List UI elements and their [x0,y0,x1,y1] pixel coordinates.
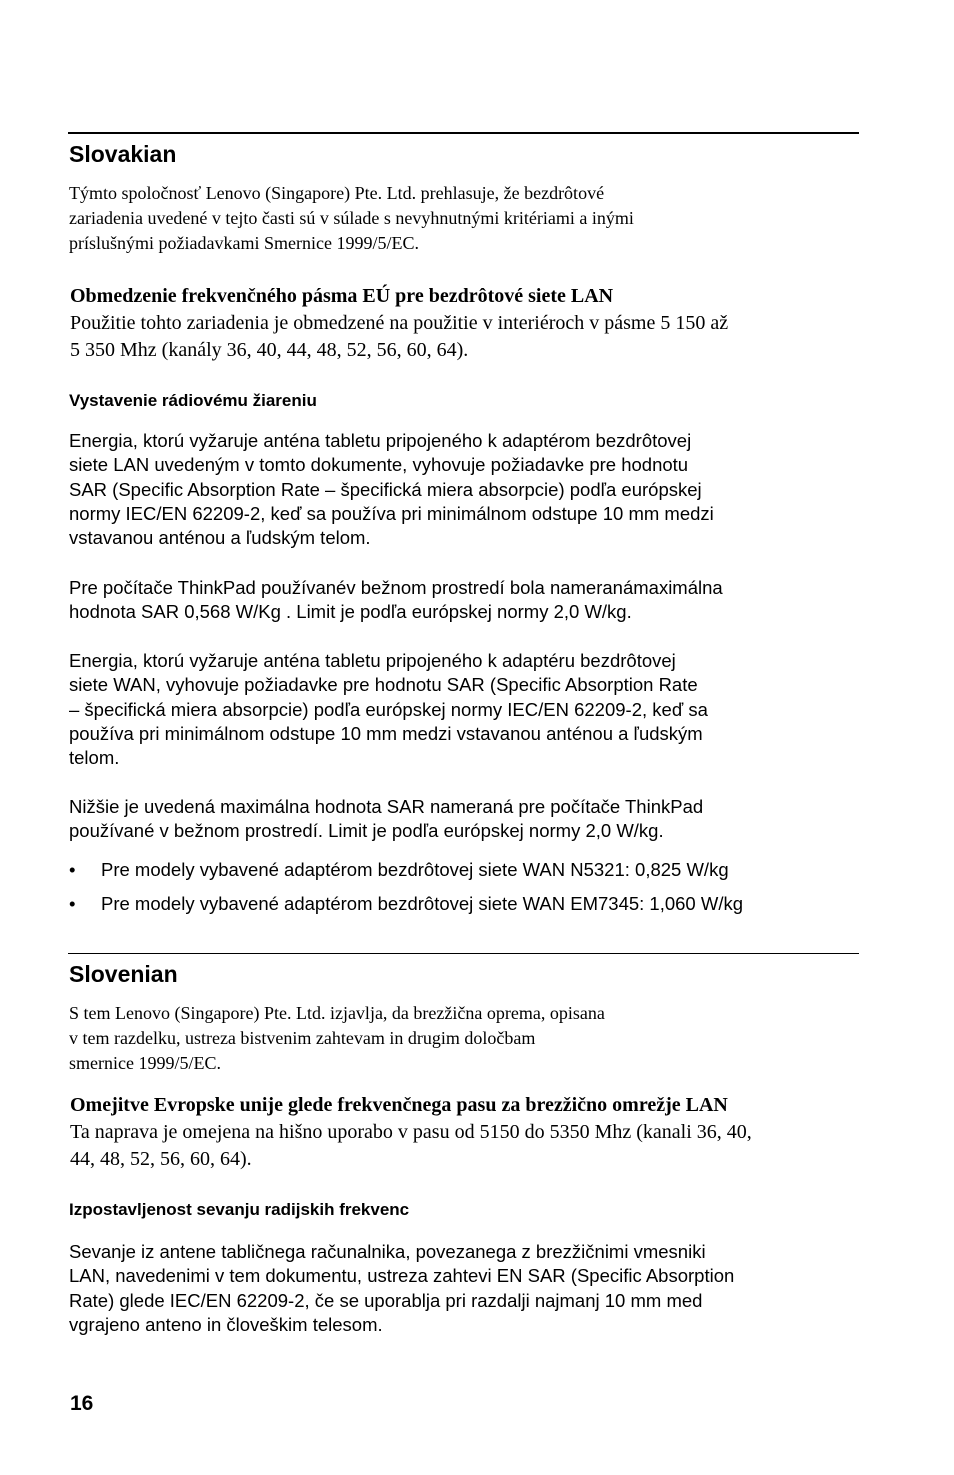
text-line: Energia, ktorú vyžaruje anténa tabletu pripojeného k adaptérom bezdrôtovej [69,430,692,451]
list-item-text: Pre modely vybavené adaptérom bezdrôtovej siete WAN EM7345: 1,060 W/kg [101,893,743,914]
band-restriction-title: Omejitve Evropske unije glede frekvenčnega pasu za brezžično omrežje LAN [70,1094,728,1116]
paragraph [69,576,723,625]
text-line: Ta naprava je omejena na hišno uporabo v pasu od 5150 do 5350 Mhz (kanali 36, 40, [70,1121,752,1143]
section-heading-slovenian: Slovenian [69,961,178,987]
text-line: smernice 1999/5/EC. [69,1053,221,1073]
list-item-text: Pre modely vybavené adaptérom bezdrôtovej siete WAN N5321: 0,825 W/kg [101,859,729,880]
text-line: zariadenia uvedené v tejto časti sú v súlade s nevyhnutnými kritériami a inými [69,208,634,228]
declaration-slovenian [69,1001,605,1076]
text-line: siete WAN, vyhovuje požiadavke pre hodnotu SAR (Specific Absorption Rate [69,674,698,696]
text-line: Pre počítače ThinkPad používanév bežnom prostredí bola nameranámaximálna [69,577,723,598]
text-line: vstavanou anténou a ľudským telom. [69,527,371,549]
paragraph [69,795,703,844]
bullet-icon: • [69,893,76,914]
band-restriction-title: Obmedzenie frekvenčného pásma EÚ pre bezdrôtové siete LAN [70,285,614,307]
declaration-slovakian [69,181,634,256]
band-restriction-slovenian [70,1092,752,1173]
page-number: 16 [70,1392,94,1415]
paragraph [69,1240,734,1337]
text-line: Rate) glede IEC/EN 62209-2, če se uporablja pri razdalji najmanj 10 mm med [69,1289,703,1311]
text-line: vgrajeno anteno in človeškim telesom. [69,1313,383,1335]
rf-exposure-heading-slovakian: Vystavenie rádiovému žiareniu [69,391,317,410]
paragraph [69,429,714,550]
text-line: S tem Lenovo (Singapore) Pte. Ltd. izjavlja, da brezžična oprema, opisana [69,1003,605,1023]
text-line: v tem razdelku, ustreza bistvenim zahtevam in drugim določbam [69,1028,536,1048]
paragraph [69,649,708,770]
text-line: Energia, ktorú vyžaruje anténa tabletu pripojeného k adaptéru bezdrôtovej [69,650,676,671]
text-line: Nižšie je uvedená maximálna hodnota SAR nameraná pre počítače ThinkPad [69,796,704,817]
text-line: 5 350 Mhz (kanály 36, 40, 44, 48, 52, 56, 60, 64). [70,339,469,361]
text-line: SAR (Specific Absorption Rate – špecifická miera absorpcie) podľa európskej [69,478,702,500]
text-line: Sevanje iz antene tabličnega računalnika, povezanega z brezžičnimi vmesniki [69,1241,706,1262]
text-line: siete LAN uvedeným v tomto dokumente, vyhovuje požiadavke pre hodnotu [69,454,689,476]
text-line: 44, 48, 52, 56, 60, 64). [70,1148,252,1170]
text-line: LAN, navedenimi v tem dokumentu, ustreza zahtevi EN SAR (Specific Absorption [69,1265,735,1287]
text-line: príslušnými požiadavkami Smernice 1999/5/EC. [69,233,419,253]
section-divider [68,132,859,134]
text-line: Použitie tohto zariadenia je obmedzené na použitie v interiéroch v pásme 5 150 až [70,312,729,334]
text-line: telom. [69,747,120,769]
section-heading-slovakian: Slovakian [69,141,177,167]
text-line: – špecifická miera absorpcie) podľa európskej normy IEC/EN 62209-2, keď sa [69,698,708,720]
bullet-icon: • [69,859,76,880]
text-line: používa pri minimálnom odstupe 10 mm medzi vstavanou anténou a ľudským [69,722,703,744]
text-line: normy IEC/EN 62209-2, keď sa používa pri minimálnom odstupe 10 mm medzi [69,502,714,524]
text-line: používané v bežnom prostredí. Limit je podľa európskej normy 2,0 W/kg. [69,820,664,842]
rf-exposure-heading-slovenian: Izpostavljenost sevanju radijskih frekvenc [69,1200,410,1219]
band-restriction-slovakian [70,283,728,364]
text-line: hodnota SAR 0,568 W/Kg . Limit je podľa európskej normy 2,0 W/kg. [69,601,632,623]
section-divider [68,953,859,954]
text-line: Týmto spoločnosť Lenovo (Singapore) Pte. Ltd. prehlasuje, že bezdrôtové [69,183,605,203]
